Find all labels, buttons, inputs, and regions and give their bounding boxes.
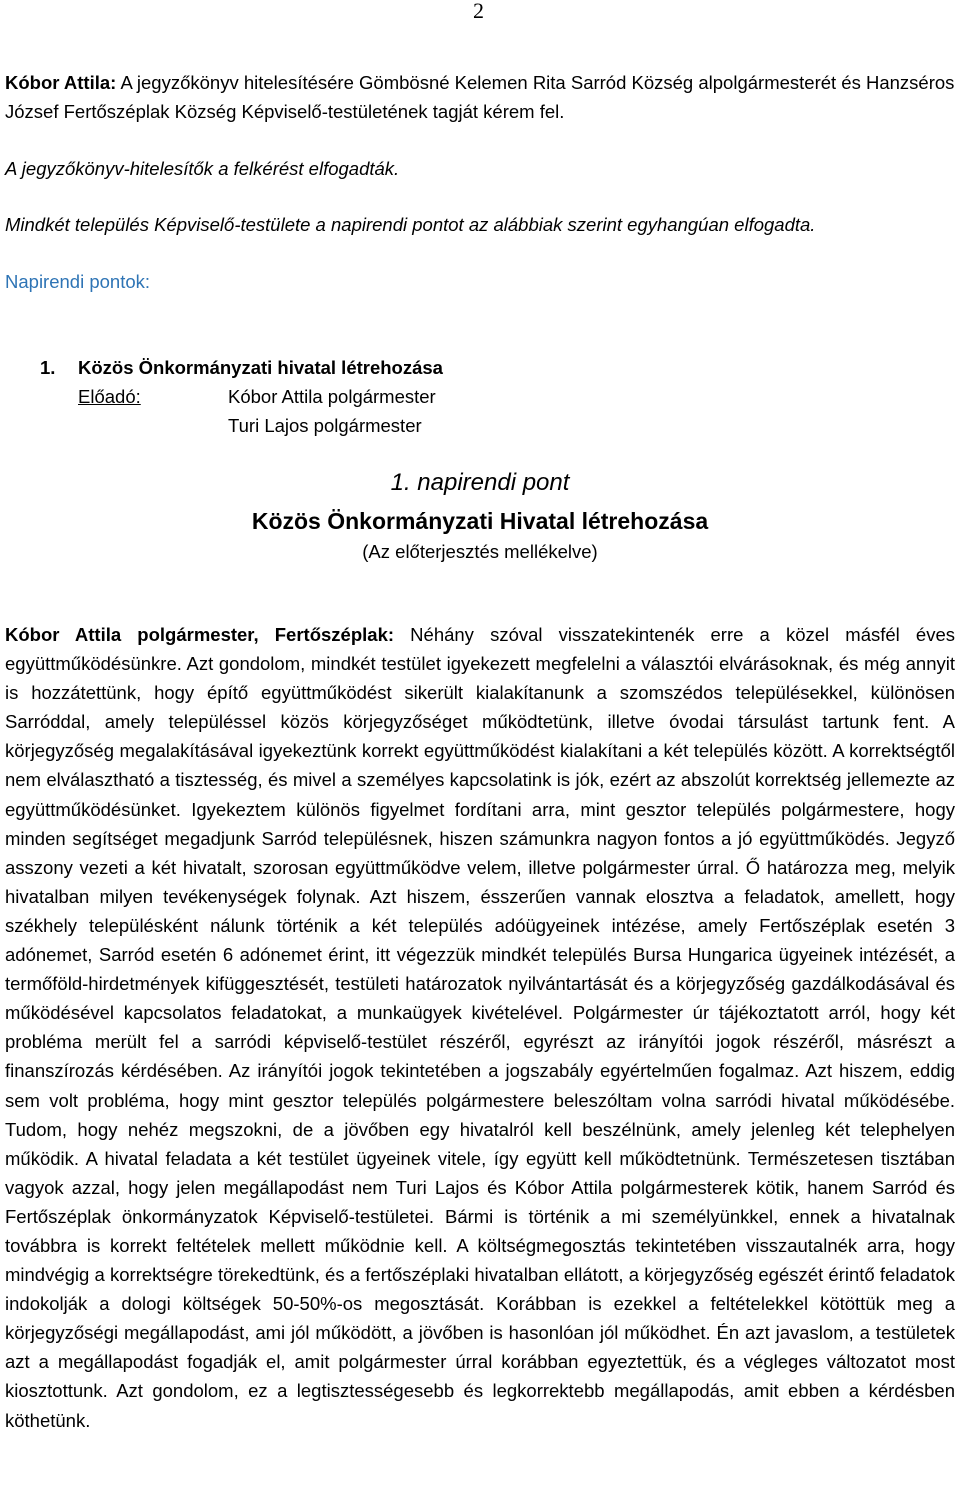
intro-paragraph: [5, 68, 955, 126]
presenter-row: [40, 382, 443, 440]
unanimous-line: Mindkét település Képviselő-testülete a napirendi pontot az alábbiak szerint egyhangúan elfogadta.: [5, 214, 816, 235]
accepted-line: A jegyzőkönyv-hitelesítők a felkérést elfogadták.: [5, 158, 400, 179]
speech-paragraph: [5, 620, 955, 1435]
agenda-list: [40, 353, 443, 440]
presenter-label: Előadó:: [78, 386, 141, 407]
speech-text: Néhány szóval visszatekintenék erre a közel másfél éves együttműködésünkre. Azt gondolom, mindkét testület igyekezett megfelelni a választói elvárásoknak, és még annyit is hozzátettünk, hogy építő együttműködést sikerült kialakítanunk a szomszédos településekkel, különösen Sarróddal, amely településsel közös körjegyzőséget működtetünk, illetve óvodai társulást tartunk fent. A körjegyzőség megalakításával igyekeztünk korrekt együttműködést kialakítani a két település között. A korrektségtől nem elválasztható a tisztesség, és mivel a személyes kapcsolatink is jók, ezért az abszolút korrektség jellemezte az együttműködésünket. Igyekeztem különös figyelmet fordítani arra, mint gesztor település polgármestere, hogy minden segítséget megadjunk Sarród településnek, hiszen számunkra nagyon fontos a jó együttműködés. Jegyző asszony vezeti a két hivatalt, szorosan együttműködve velem, illetve polgármester úrral. Ő határozza meg, melyik hivatalban milyen tevékenységek folynak. Azt hiszem, ésszerűen vannak elosztva a feladatok, amellett, hogy székhely településként nálunk történik a két település adóügyeinek intézése, amely Fertőszéplak esetén 3 adónemet, Sarród esetén 6 adónemet érint, itt végezzük mindkét település Bursa Hungarica ügyeinek intézését, a termőföld-hirdetmények kifüggesztését, testületi határozatok nyilvántartását és a körjegyzőség gazdálkodásával és működésével kapcsolatos feladatokat, a munkaügyek kivételével. Polgármester úr tájékoztatott arról, hogy két probléma merült fel a sarródi képviselő-testület részéről, egyrészt az irányítói jogok részéről, másrészt a finanszírozás kérdésében. Az irányítói jogok tekintetében a jogszabály egyértelműen fogalmaz. Azt hiszem, eddig sem volt probléma, hogy mint gesztor település polgármestere beleszóltam volna sarródi hivatal működésébe. Tudom, hogy nehéz megszokni, de a jövőben egy hivatalról kell beszélnünk, amely jelenleg két telephelyen működik. A hivatal feladata a két testület ügyeinek vitele, így együtt kell működtetnünk. Természetesen tisztában vagyok azzal, hogy jelen megállapodást nem Turi Lajos és Kóbor Attila polgármesterek kötik, hanem Sarród és Fertőszéplak önkormányzatok Képviselő-testületei. Bármi is történik a mi személyünkkel, ennek a hivatalnak továbbra is korrekt feltételek mellett működnie kell. A költségmegosztás tekintetében visszautalnék arra, hogy mindvégig a korrektségre törekedtünk, és a fertőszéplaki hivatalban ellátott, a körjegyzőség egészét érintő feladatok indokolják a dologi költségek 50-50%-os megosztását. Korábban is ezekkel a feltételekkel kötöttük meg a körjegyzőségi megállapodást, ami jól működött, a jövőben is hasonlóan jól működhet. Én azt javaslom, a testületek azt a megállapodást fogadják el, amit polgármester úrral korábban egyeztettük, és a végleges változatot most kiosztottunk. Azt gondolom, ez a legtisztességesebb és legkorrektebb megállapodás, amit ebben a kérdésben köthetünk.: [5, 624, 956, 1431]
agenda-item-text: Közös Önkormányzati hivatal létrehozása: [78, 357, 443, 378]
agenda-item-title: [40, 353, 443, 382]
point-number-heading: 1. napirendi pont: [390, 469, 570, 496]
speech-speaker: Kóbor Attila polgármester, Fertőszéplak:: [5, 624, 395, 645]
intro-speaker: Kóbor Attila:: [5, 72, 117, 93]
agenda-item-number: 1.: [40, 357, 56, 378]
point-note: (Az előterjesztés mellékelve): [362, 541, 598, 562]
presenter-name: Kóbor Attila polgármester: [228, 386, 436, 407]
presenter-name: Turi Lajos polgármester: [228, 415, 422, 436]
intro-text: A jegyzőkönyv hitelesítésére Gömbösné Kelemen Rita Sarród Község alpolgármesterét és Hanzséros József Fertőszéplak Község Képviselő-testületének tagját kérem fel.: [5, 72, 955, 122]
page-number: 2: [473, 0, 484, 23]
point-title: Közös Önkormányzati Hivatal létrehozása: [251, 508, 709, 534]
agenda-heading: Napirendi pontok:: [5, 271, 151, 292]
presenter-names: [228, 382, 436, 440]
